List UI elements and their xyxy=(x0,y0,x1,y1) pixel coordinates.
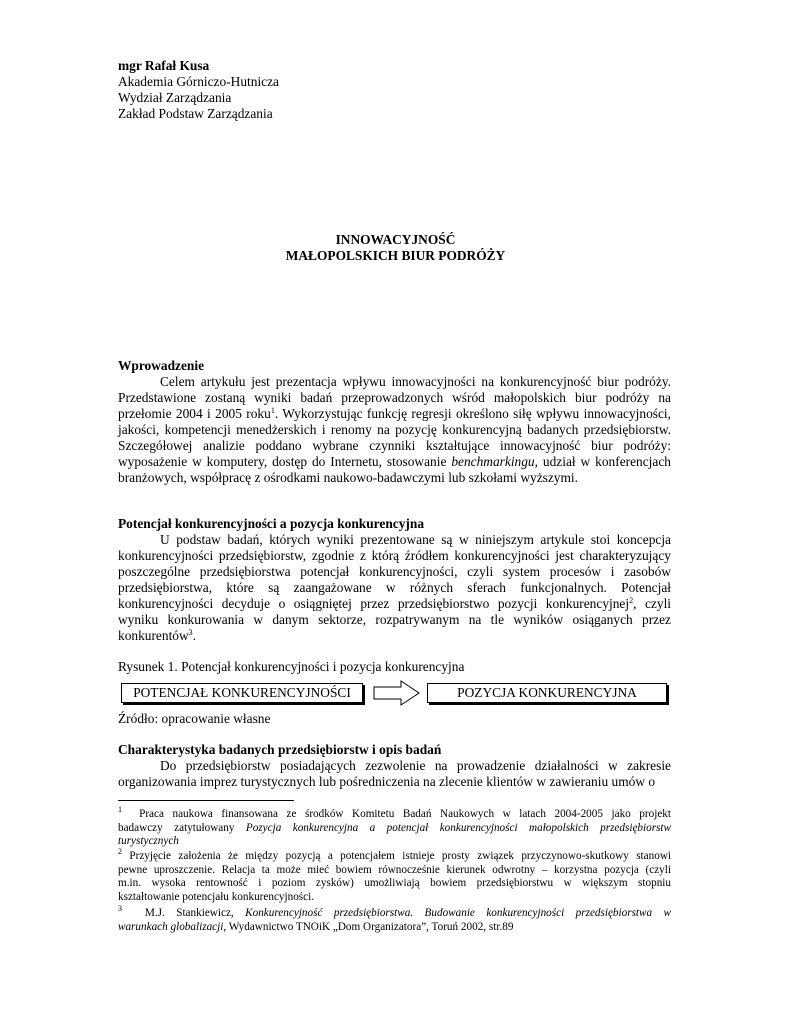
intro-heading: Wprowadzenie xyxy=(118,358,205,373)
footnote-3-line-2: warunkach globalizacji, Wydawnictwo TNOiK „Dom Organizatora”, Toruń 2002, str.89 xyxy=(118,920,514,933)
section3-line-2: organizowania imprez turystycznych lub pośredniczenia na zlecenie klientów w zawieraniu umów o xyxy=(118,774,656,789)
intro-line-4: jakości, kompetencji menedżerskich i renomy na pozycję konkurencyjną badanych przedsiębiorstw. xyxy=(118,422,671,437)
footnote-ref-3[interactable]: 3 xyxy=(188,628,193,637)
footnote-ref-2[interactable]: 2 xyxy=(629,596,634,605)
footnote-1-line-1: $^1$ Praca naukowa finansowana ze środków Komitetu Badań Naukowych w latach 2004-2005 jako projekt xyxy=(118,805,671,820)
section3-line-1: Do przedsiębiorstw posiadających zezwolenie na prowadzenie działalności w zakresie xyxy=(160,758,671,773)
footnote-2-line-2: pewne uproszczenie. Relacja ta może mieć bowiem równocześnie kierunek odwrotny – korzystna pozycja (czyli xyxy=(118,863,671,876)
section2-line-3: poszczególne przedsiębiorstwa potencjał konkurencyjności, czyli system procesów i zasobów xyxy=(118,564,671,579)
intro-line-5: Szczegółowej analizie poddano wybrane czynniki kształtujące innowacyjność biur podróży: xyxy=(118,438,671,453)
intro-line-6: wyposażenie w komputery, dostęp do Internetu, stosowanie benchmarkingu, udział w konferencjach xyxy=(118,454,671,469)
intro-line-3: przełomie 2004 i 2005 roku$^1$. Wykorzystując funkcję regresji określono siłę wpływu innowacyjności, xyxy=(118,406,671,421)
figure-source: Źródło: opracowanie własne xyxy=(118,711,271,726)
figure-box-potential: POTENCJAŁ KONKURENCYJNOŚCI xyxy=(121,683,363,703)
footnote-ref-1[interactable]: 1 xyxy=(270,406,275,415)
footnote-2-line-3: m.in. wysoka rentowność i poziom zysków) umożliwiają bowiem przedsiębiorstwu w większym stopniu xyxy=(118,877,671,890)
intro-line-1: Celem artykułu jest prezentacja wpływu innowacyjności na konkurencyjność biur podróży. xyxy=(160,374,671,389)
section3-heading: Charakterystyka badanych przedsiębiorstw i opis badań xyxy=(118,742,442,757)
figure-caption: Rysunek 1. Potencjał konkurencyjności i pozycja konkurencyjna xyxy=(118,659,465,674)
footnote-1-line-3: turystycznych xyxy=(118,835,179,848)
title-line-1: INNOWACYJNOŚĆ xyxy=(335,232,456,247)
section2-heading: Potencjał konkurencyjności a pozycja konkurencyjna xyxy=(118,516,425,531)
footnote-1 xyxy=(118,805,671,849)
footnote-3 xyxy=(118,904,672,934)
footnote-2 xyxy=(118,847,672,904)
affiliation-department: Zakład Podstaw Zarządzania xyxy=(118,106,273,121)
affiliation-university: Akademia Górniczo-Hutnicza xyxy=(118,74,279,89)
figure-box-position: POZYCJA KONKURENCYJNA xyxy=(427,683,667,703)
title-line-2: MAŁOPOLSKICH BIUR PODRÓŻY xyxy=(285,248,506,263)
footnote-1-line-2: badawczy zatytułowany Pozycja konkurencyjna a potencjał konkurencyjności małopolskich przedsiębiorstw xyxy=(118,821,671,834)
section2-line-6: wyniku konkurowania w danym sektorze, rozpatrywanym na tle wyników osiąganych przez xyxy=(118,612,671,627)
intro-line-7: branżowych, współpracę z ośrodkami naukowo-badawczymi lub szkołami wyższymi. xyxy=(118,470,578,485)
arrow-right-icon xyxy=(373,680,421,706)
section2-line-2: konkurencyjności przedsiębiorstw, zgodnie z którą źródłem konkurencyjności jest charakteryzujący xyxy=(118,548,671,563)
section2-line-4: przedsiębiorstwa, które są zaangażowane w różnych sferach funkcjonalnych. Potencjał xyxy=(118,580,671,595)
footnote-separator xyxy=(118,800,294,801)
footnote-3-line-1: $^3$ M.J. Stankiewicz, Konkurencyjność przedsiębiorstwa. Budowanie konkurencyjności przedsiębiorstwa w xyxy=(118,904,672,919)
footnote-2-line-1: $^2$ Przyjęcie założenia że między pozycją a potencjałem istnieje prosty związek przyczynowo-skutkowy stanowi xyxy=(118,847,672,862)
affiliation-faculty: Wydział Zarządzania xyxy=(118,90,232,105)
author-name: mgr Rafał Kusa xyxy=(118,58,210,73)
section2-line-7: konkurentów$^3$. xyxy=(118,628,197,643)
intro-line-2: Przedstawione zostaną wyniki badań przeprowadzonych wśród małopolskich biur podróży na xyxy=(118,390,671,405)
footnote-2-line-4: kształtowanie potencjału konkurencyjności. xyxy=(118,890,315,903)
section2-line-5: konkurencyjności decyduje o osiągniętej przez przedsiębiorstwo pozycji konkurencyjnej$^2$, czyli xyxy=(118,596,672,611)
section2-line-1: U podstaw badań, których wyniki prezentowane są w niniejszym artykule stoi koncepcja xyxy=(160,532,671,547)
